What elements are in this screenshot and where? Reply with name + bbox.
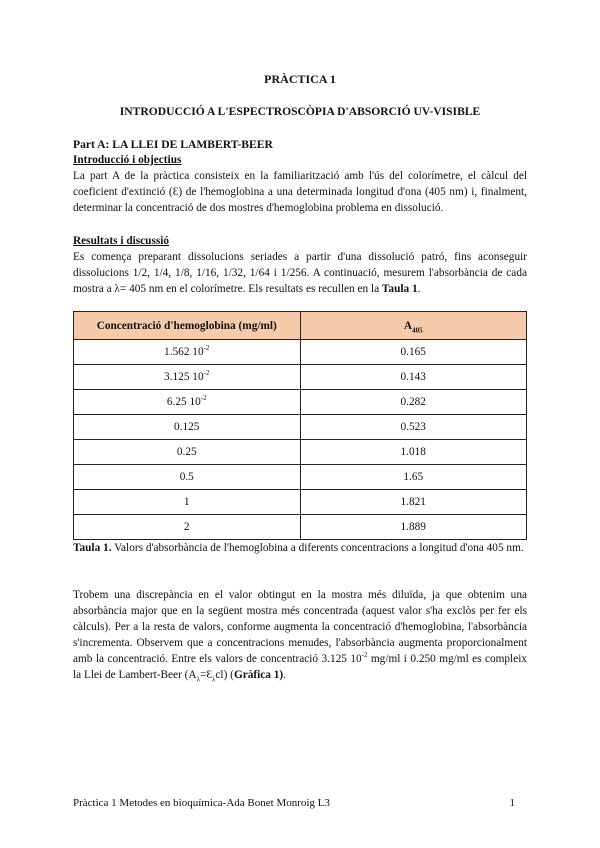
concentration-value: 6.25 10 xyxy=(166,396,201,408)
concentration-value: 1.562 10 xyxy=(164,346,204,358)
caption-text: Valors d'absorbància de l'hemoglobina a diferents concentracions a longitud d'ona 405 nm. xyxy=(111,542,524,554)
absorbance-cell: 0.282 xyxy=(300,390,527,415)
results-text-end: . xyxy=(417,283,421,295)
lambda-subscript: λ xyxy=(212,675,216,684)
intro-heading: Introducció i objectius xyxy=(73,154,182,166)
absorbance-cell: 1.889 xyxy=(300,515,527,540)
concentration-value: 3.125 10 xyxy=(164,371,204,383)
concentration-cell xyxy=(74,340,301,365)
table-row xyxy=(74,390,527,415)
concentration-header: Concentració d'hemoglobina (mg/ml) xyxy=(74,312,301,340)
table-row xyxy=(74,465,527,490)
caption-label: Taula 1. xyxy=(73,542,112,554)
page-footer xyxy=(73,795,527,811)
table-row xyxy=(74,490,527,515)
discussion-text: mg/ml i 0.250 mg/ml es compleix la Llei de Lambert-Beer (A xyxy=(73,653,528,681)
discussion-text: cl) ( xyxy=(215,669,234,681)
table-row xyxy=(74,515,527,540)
table-reference: Taula 1 xyxy=(381,283,418,295)
table-caption xyxy=(73,540,527,556)
concentration-cell: 1 xyxy=(74,490,301,515)
absorbance-cell: 1.821 xyxy=(300,490,527,515)
results-paragraph xyxy=(73,249,527,297)
absorbance-header xyxy=(300,312,527,340)
absorbance-cell: 0.165 xyxy=(300,340,527,365)
concentration-cell: 0.125 xyxy=(74,415,301,440)
footer-text: Pràctica 1 Metodes en bioquímica-Ada Bonet Monroig L3 xyxy=(73,797,330,809)
table-row xyxy=(74,415,527,440)
absorbance-cell: 1.018 xyxy=(300,440,527,465)
lambda-subscript: λ xyxy=(196,675,200,684)
absorbance-cell: 0.523 xyxy=(300,415,527,440)
absorbance-header-main: A xyxy=(403,319,413,332)
discussion-text: . xyxy=(283,669,287,681)
concentration-exponent: -2 xyxy=(203,344,210,353)
absorbance-table xyxy=(73,311,527,540)
concentration-exponent: -2 xyxy=(203,369,210,378)
practice-title: PRÀCTICA 1 xyxy=(264,72,336,86)
table-row xyxy=(74,365,527,390)
intro-paragraph: La part A de la pràctica consisteix en la familiarització amb l'ús del colorímetre, el càlcul del coeficient d'extinció (Ɛ) de l'hemoglobina a una determinada longitud d'ona (405 nm) i, finalment, determinar la concentració de dos mostres d'hemoglobina problema en dissolució. xyxy=(73,170,527,214)
table-row xyxy=(74,340,527,365)
concentration-cell: 2 xyxy=(74,515,301,540)
results-heading: Resultats i discussió xyxy=(73,235,170,247)
discussion-exponent: -2 xyxy=(361,651,368,660)
concentration-cell: 0.5 xyxy=(74,465,301,490)
results-text: Es comença preparant dissolucions seriades a partir d'una dissolució patró, fins aconseguir dissolucions 1/2, 1/4, 1/8, 1/16, 1/32, 1/64 i 1/256. A continuació, mesurem l'absorbància de cada mostra a λ= 405 nm en el colorímetre. Els resultats es recullen en la xyxy=(73,251,527,295)
part-a-heading: Part A: LA LLEI DE LAMBERT-BEER xyxy=(73,138,273,151)
discussion-paragraph xyxy=(73,587,527,683)
concentration-cell xyxy=(74,365,301,390)
concentration-cell xyxy=(74,390,301,415)
graph-reference: Gràfica 1) xyxy=(233,669,284,681)
page-number: 1 xyxy=(509,797,515,809)
discussion-text: =Ɛ xyxy=(199,669,213,681)
discussion-text: Trobem una discrepància en el valor obtingut en la mostra més diluïda, ja que obtenim una absorbància major que en la següent mostra més concentrada (aquest valor s'ha exclòs per fer els càlculs). Per a la resta de valors, conforme augmenta la concentració d'hemoglobina, l'absorbància s'incrementa. Observem que a concentracions menudes, l'absorbància augmenta proporcionalment amb la concentració. Entre els valors de concentració 3.125 10 xyxy=(73,589,527,665)
table-row xyxy=(74,440,527,465)
absorbance-cell: 1.65 xyxy=(300,465,527,490)
concentration-cell: 0.25 xyxy=(74,440,301,465)
table-header-row xyxy=(74,312,527,340)
absorbance-cell: 0.143 xyxy=(300,365,527,390)
absorbance-header-sub: 405 xyxy=(412,325,423,334)
document-title: INTRODUCCIÓ A L'ESPECTROSCÒPIA D'ABSORCIÓ UV-VISIBLE xyxy=(119,105,481,118)
concentration-exponent: -2 xyxy=(200,394,207,403)
